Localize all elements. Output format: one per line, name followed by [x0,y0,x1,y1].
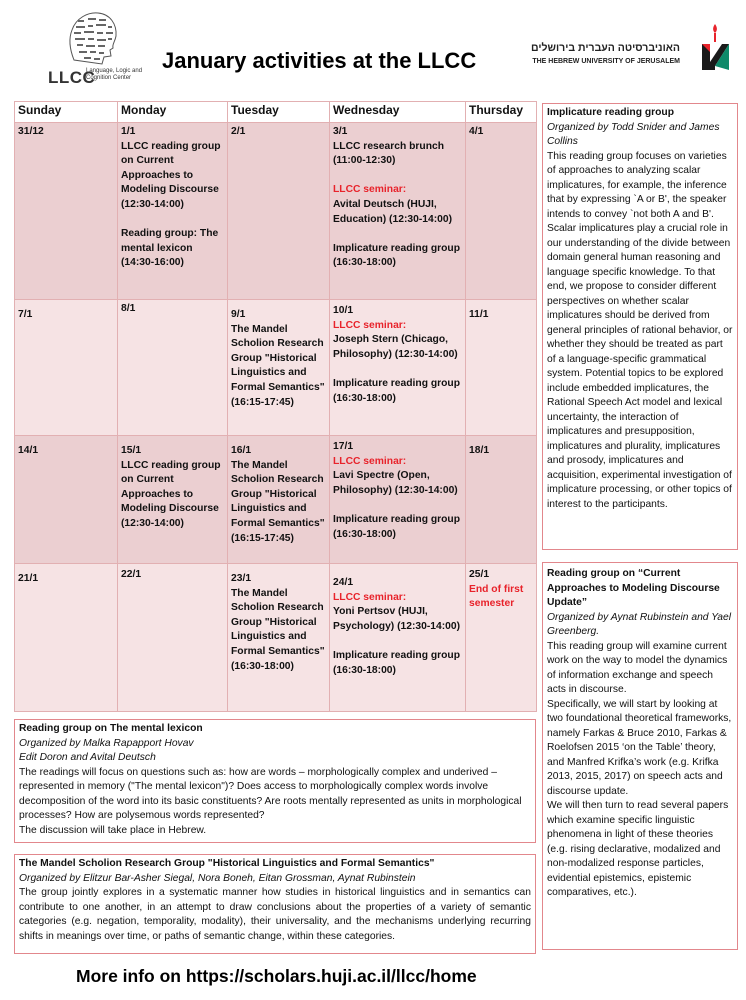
box-body: The group jointly explores in a systematic manner how studies in historical linguistics and in semantics can contribute to one another, in an attempt to draw conclusions about the properties of a variety of semantic categories (e.g. negation, temporality, modality), their universality, and the mechanisms underlying recurring shifts in meanings over time, or paths of semantic change, within these categories. [19,887,531,942]
day-date: 10/1 [333,305,354,316]
day-date: 3/1 [333,126,348,137]
day-date: 1/1 [121,126,136,137]
day-events: Joseph Stern (Chicago, Philosophy) (12:30-14:00) Implicature reading group (16:30-18:00) [333,334,461,404]
day-header-monday: Monday [118,102,228,123]
calendar-day-cell [15,436,118,564]
day-header-thursday: Thursday [466,102,537,123]
llcc-logo [48,8,143,88]
calendar-day-cell [466,300,537,436]
calendar-day-cell [118,564,228,712]
calendar-day-cell [330,564,466,712]
box-paragraph: This reading group will examine current work on the way to model the dynamics of information exchange and speech acts in discourse. [547,640,728,695]
seminar-label: LLCC seminar: [333,455,407,467]
day-date: 22/1 [121,569,142,580]
calendar-day-cell [118,123,228,300]
university-name-hebrew: האוניברסיטה העברית בירושלים [531,42,680,54]
box-body: The readings will focus on questions such as: how are words – morphologically complex and underived – represented in memory ("The mental lexicon")? Does access to morphologically complex words involve decomposition of the word into its basic constituents? Are roots mentally represented as units in morphological processes? How are polysemous words represented? [19,766,522,821]
box-organizers: Organized by Todd Snider and James Collins [547,121,720,147]
day-date: 2/1 [231,126,246,137]
box-organizers: Edit Doron and Avital Deutsch [19,752,156,763]
box-body: This reading group focuses on varieties of approaches to analyzing scalar implicatures, for example, the inference that by expressing `A or B', the speaker intends to convey `not both A and B'. Scalar implicatures play a crucial role in our understanding of the divide between domain general human reasoning and language specific knowledge. To that end, we propose to consider different perspectives on whether scalar implicatures should be derived from general principles of rational behavior, or whether they should be treated as part of a language-specific grammatical system. Potential topics to be explored include embedded implicatures, the Rational Speech Act model and lexical uncertainty, the interaction of implicatures and presupposition, implicatures and plurality, implicatures and prosody, implicatures and acquisition, experimental investigation of implicature processing, or other topics of interest to the participants. [547,150,733,510]
day-events: LLCC reading group on Current Approaches to Modeling Discourse (12:30-14:00) Reading group: The mental lexicon (14:30-16:00) [121,140,221,269]
day-events: Lavi Spectre (Open, Philosophy) (12:30-14:00) Implicature reading group (16:30-18:00) [333,470,461,540]
day-header-wednesday: Wednesday [330,102,466,123]
day-events: LLCC reading group on Current Approaches to Modeling Discourse (12:30-14:00) [121,459,221,529]
calendar-day-cell [466,436,537,564]
logo-text: LLCC [48,68,96,87]
day-date: 18/1 [469,445,490,456]
day-date: 15/1 [121,445,142,456]
scholion-info-box [14,854,536,954]
calendar-table [14,101,537,712]
box-paragraph: We will then turn to read several papers which examine specific linguistic phenomena in light of these theories (e.g. rising declarative, modalized and non-modalized response particles, evidential epistemics, epistemic comparatives, etc.). [547,800,729,898]
day-date: 9/1 [231,309,246,320]
day-events: The Mandel Scholion Research Group "Historical Linguistics and Formal Semantics" (16:30-18:00) [231,587,325,672]
box-note: The discussion will take place in Hebrew. [19,824,207,836]
calendar-day-cell [330,300,466,436]
calendar-week-row [15,564,537,712]
day-date: 24/1 [333,577,354,588]
box-organizers: Organized by Aynat Rubinstein and Yael Greenberg. [547,611,732,637]
calendar-day-cell [15,123,118,300]
calendar-day-cell [228,564,330,712]
day-date: 16/1 [231,445,252,456]
seminar-label: LLCC seminar: [333,591,407,603]
box-title: Reading group on “Current Approaches to Modeling Discourse Update” [547,568,720,608]
box-title: The Mandel Scholion Research Group "Historical Linguistics and Formal Semantics" [19,858,435,869]
calendar-day-cell [466,123,537,300]
university-name-english: THE HEBREW UNIVERSITY OF JERUSALEM [532,58,680,65]
calendar-day-cell [118,300,228,436]
calendar-week-row [15,436,537,564]
day-date: 11/1 [469,309,489,320]
discourse-info-box [542,562,738,950]
box-title: Reading group on The mental lexicon [19,723,203,734]
box-organizers: Organized by Elitzur Bar-Asher Siegal, Nora Boneh, Eitan Grossman, Aynat Rubinstein [19,872,416,884]
day-date: 17/1 [333,441,354,452]
box-paragraph: Specifically, we will start by looking at two foundational theoretical frameworks, namely Farkas & Bruce 2010, Farkas & Roelofsen 2015 ‘on the Table’ theory, and Manfred Krifka’s work (e.g. Krifka 2013, 2015, 2017) on speech acts and discourse update. [547,698,732,797]
box-title: Implicature reading group [547,107,675,118]
head-silhouette-icon [66,10,118,66]
calendar-week-row [15,300,537,436]
mental-lexicon-info-box [14,719,536,843]
day-events: Yoni Pertsov (HUJI, Psychology) (12:30-14:00) Implicature reading group (16:30-18:00) [333,606,461,676]
day-date: 14/1 [18,445,39,456]
logo-subtext: Language, Logic and Cognition Center [86,68,143,81]
day-date: 23/1 [231,573,252,584]
calendar-week-row [15,123,537,300]
university-logo [531,22,746,72]
calendar-day-cell [15,564,118,712]
day-events: Avital Deutsch (HUJI, Education) (12:30-14:00) Implicature reading group (16:30-18:00) [333,198,461,269]
day-header-tuesday: Tuesday [228,102,330,123]
calendar-day-cell [228,436,330,564]
calendar-day-cell [466,564,537,712]
day-events: LLCC research brunch (11:00-12:30) [333,140,445,167]
huji-emblem-icon [698,22,732,72]
day-date: 25/1 [469,569,490,580]
calendar-day-cell [15,300,118,436]
day-date: 21/1 [18,573,39,584]
day-date: 4/1 [469,126,484,137]
day-events: The Mandel Scholion Research Group "Historical Linguistics and Formal Semantics" (16:15-17:45) [231,323,325,408]
day-date: 31/12 [18,126,44,137]
footer-more-info[interactable]: More info on https://scholars.huji.ac.il/llcc/home [76,966,477,986]
calendar-day-cell [228,300,330,436]
seminar-label: LLCC seminar: [333,184,407,196]
calendar-header-row [15,102,537,123]
day-date: 7/1 [18,309,33,320]
calendar-day-cell [330,436,466,564]
calendar-day-cell [118,436,228,564]
day-events: The Mandel Scholion Research Group "Historical Linguistics and Formal Semantics" (16:15-17:45) [231,459,325,544]
day-header-sunday: Sunday [15,102,118,123]
implicature-info-box [542,103,738,550]
box-organizers: Organized by Malka Rapapport Hovav [19,737,194,749]
semester-end-note: End of first semester [469,583,524,610]
calendar-day-cell [330,123,466,300]
seminar-label: LLCC seminar: [333,319,407,331]
page-title: January activities at the LLCC [162,48,477,73]
day-date: 8/1 [121,303,136,314]
calendar-day-cell [228,123,330,300]
